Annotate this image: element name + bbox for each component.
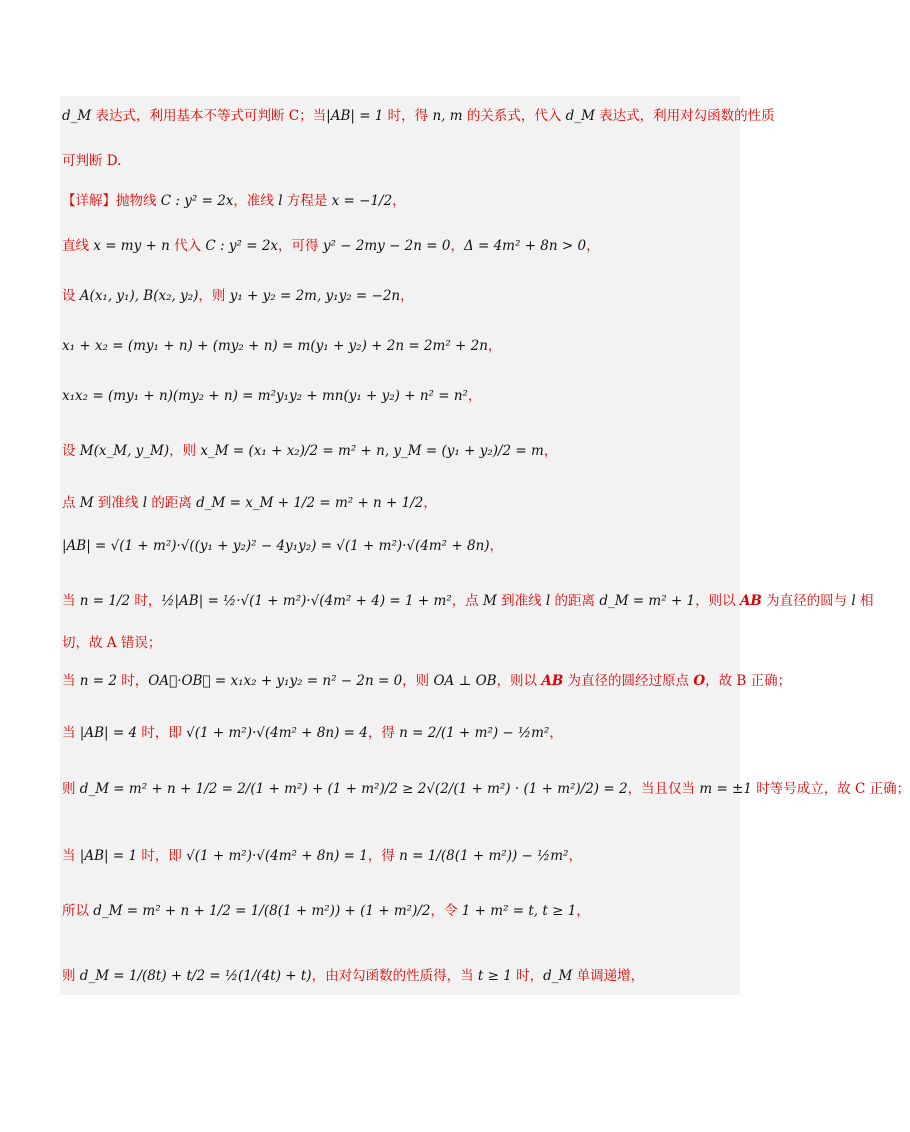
math-expression: x₁x₂ = (my₁ + n)(my₂ + n) = m²y₁y₂ + mn(y₁ + y₂) + n² = n² xyxy=(62,388,468,404)
red-text: ，准线 xyxy=(233,193,279,209)
red-text: 时等号成立，故 C 正确； xyxy=(751,781,910,797)
red-text: 当 xyxy=(62,725,80,741)
red-text: 当 xyxy=(62,593,80,609)
red-text: 当 xyxy=(62,848,80,864)
math-expression: n, m xyxy=(432,108,463,124)
math-expression: d_M = m² + 1 xyxy=(599,593,696,609)
red-text: ，点 xyxy=(451,593,483,609)
math-expression: ½|AB| = ½·√(1 + m²)·√(4m² + 4) = 1 + m² xyxy=(161,593,452,609)
red-text: ，当且仅当 xyxy=(627,781,700,797)
red-text: 点 xyxy=(62,495,80,511)
text-line xyxy=(62,235,600,257)
red-text: ， xyxy=(543,443,558,459)
red-text: 到准线 xyxy=(93,495,143,511)
red-text: 时，即 xyxy=(137,848,187,864)
red-text: ， xyxy=(549,725,563,741)
red-text: 到准线 xyxy=(496,593,546,609)
text-line xyxy=(62,190,406,212)
red-text: 时， xyxy=(130,593,162,609)
math-expression: d_M = 1/(8t) + t/2 = ½(1/(4t) + t) xyxy=(79,968,312,984)
red-text: ，令 xyxy=(430,903,462,919)
red-text: 可判断 D. xyxy=(62,153,122,169)
red-text: 的距离 xyxy=(550,593,600,609)
red-text: ， xyxy=(450,238,464,254)
text-line xyxy=(62,150,121,172)
math-expression: x₁ + x₂ = (my₁ + n) + (my₂ + n) = m(y₁ + y₂) + 2n = 2m² + 2n xyxy=(62,338,488,354)
math-expression: C : y² = 2x xyxy=(160,193,234,209)
red-text: ，则 xyxy=(169,443,201,459)
text-line xyxy=(62,632,161,654)
text-line xyxy=(62,845,582,867)
math-expression: d_M = x_M + 1/2 = m² + n + 1/2 xyxy=(196,495,424,511)
math-expression: M xyxy=(79,495,94,511)
red-text: ， xyxy=(400,288,414,304)
math-expression: M(x_M, y_M) xyxy=(79,443,170,459)
math-expression: m = ±1 xyxy=(699,781,752,797)
red-text: 切，故 A 错误； xyxy=(62,635,162,651)
red-text: 的距离 xyxy=(147,495,197,511)
red-text: 方程是 xyxy=(282,193,332,209)
math-expression: l xyxy=(142,495,148,511)
text-line xyxy=(62,778,910,800)
math-expression: A(x₁, y₁), B(x₂, y₂) xyxy=(79,288,199,304)
text-line xyxy=(62,590,874,612)
red-text: 为直径的圆经过原点 xyxy=(563,673,694,689)
math-expression: n = 1/(8(1 + m²)) − ½m² xyxy=(399,848,569,864)
red-text: 时， xyxy=(116,673,149,689)
math-expression: 1 + m² = t, t ≥ 1 xyxy=(461,903,577,919)
red-text: 【详解】抛物线 xyxy=(62,193,161,209)
math-expression: d_M = m² + n + 1/2 = 1/(8(1 + m²)) + (1 + m²)/2 xyxy=(93,903,431,919)
math-expression: d_M xyxy=(565,108,595,124)
math-expression: x_M = (x₁ + x₂)/2 = m² + n, y_M = (y₁ + y₂)/2 = m xyxy=(200,443,544,459)
red-text: 则 xyxy=(62,968,80,984)
red-text: 表达式，利用基本不等式可判断 C；当 xyxy=(91,108,327,124)
text-line xyxy=(62,335,501,357)
red-text: 的关系式，代入 xyxy=(462,108,566,124)
math-expression: l xyxy=(278,193,283,209)
red-text: ， xyxy=(586,238,600,254)
red-label: AB xyxy=(739,593,762,609)
red-text: 为直径的圆与 xyxy=(761,593,852,609)
red-text: ， xyxy=(487,338,502,354)
red-text: 代入 xyxy=(169,238,206,254)
math-expression: |AB| = 1 xyxy=(326,108,384,124)
red-text: 相 xyxy=(855,593,874,609)
math-expression: |AB| = 4 xyxy=(79,725,138,741)
math-expression: OA ⊥ OB xyxy=(433,673,497,689)
red-text: 则 xyxy=(62,781,80,797)
red-text: ， xyxy=(576,903,590,919)
math-expression: M xyxy=(482,593,497,609)
red-text: 表达式，利用对勾函数的性质 xyxy=(594,108,775,124)
red-label: O xyxy=(693,673,706,689)
red-text: 时， xyxy=(511,968,544,984)
text-line xyxy=(62,965,644,987)
text-line xyxy=(62,900,590,922)
math-expression: x = −1/2 xyxy=(331,193,393,209)
math-expression: d_M xyxy=(62,108,92,124)
math-expression: |AB| = 1 xyxy=(79,848,138,864)
red-text: ，则以 xyxy=(496,673,542,689)
red-text: ， xyxy=(467,388,482,404)
math-expression: √(1 + m²)·√(4m² + 8n) = 4 xyxy=(186,725,368,741)
red-text: ， xyxy=(423,495,437,511)
math-expression: y² − 2my − 2n = 0 xyxy=(322,238,451,254)
red-text: ，则 xyxy=(198,288,230,304)
text-line xyxy=(62,722,563,744)
math-expression: d_M = m² + n + 1/2 = 2/(1 + m²) + (1 + m²)/2 ≥ 2√(2/(1 + m²) · (1 + m²)/2) = 2 xyxy=(79,781,628,797)
text-line xyxy=(62,385,481,407)
math-expression: n = 2/(1 + m²) − ½m² xyxy=(399,725,550,741)
math-expression: √(1 + m²)·√(4m² + 8n) = 1 xyxy=(186,848,368,864)
red-text: 时，即 xyxy=(137,725,187,741)
math-expression: y₁ + y₂ = 2m, y₁y₂ = −2n xyxy=(229,288,401,304)
math-expression: n = 2 xyxy=(79,673,117,689)
math-expression: d_M xyxy=(543,968,573,984)
red-text: ，则以 xyxy=(695,593,740,609)
red-text: 设 xyxy=(62,443,80,459)
math-expression: t ≥ 1 xyxy=(477,968,512,984)
math-expression: C : y² = 2x xyxy=(205,238,279,254)
red-text: 单调递增， xyxy=(572,968,645,984)
text-line xyxy=(62,105,775,127)
red-text: ，则 xyxy=(402,673,434,689)
red-text: ，得 xyxy=(367,725,400,741)
red-text: 当 xyxy=(62,673,80,689)
text-line xyxy=(62,440,557,462)
math-expression: |AB| = √(1 + m²)·√((y₁ + y₂)² − 4y₁y₂) = √(1 + m²)·√(4m² + 8n) xyxy=(62,538,490,554)
math-expression: l xyxy=(851,593,856,609)
red-label: AB xyxy=(541,673,564,689)
red-text: ， xyxy=(568,848,582,864)
red-text: ，故 B 正确； xyxy=(705,673,792,689)
red-text: ，可得 xyxy=(278,238,323,254)
text-line xyxy=(62,492,437,514)
red-text: 时，得 xyxy=(383,108,433,124)
text-line xyxy=(62,285,414,307)
red-text: 设 xyxy=(62,288,80,304)
red-text: 所以 xyxy=(62,903,94,919)
math-expression: x = my + n xyxy=(93,238,170,254)
math-expression: OA⃗·OB⃗ = x₁x₂ + y₁y₂ = n² − 2n = 0 xyxy=(148,673,403,689)
math-expression: n = 1/2 xyxy=(79,593,131,609)
text-line xyxy=(62,670,791,692)
red-text: ， xyxy=(392,193,406,209)
red-text: 直线 xyxy=(62,238,94,254)
text-line xyxy=(62,535,503,557)
math-expression: Δ = 4m² + 8n > 0 xyxy=(463,238,587,254)
math-expression: l xyxy=(545,593,551,609)
red-text: ，由对勾函数的性质得，当 xyxy=(311,968,478,984)
red-text: ，得 xyxy=(367,848,400,864)
red-text: ， xyxy=(489,538,504,554)
